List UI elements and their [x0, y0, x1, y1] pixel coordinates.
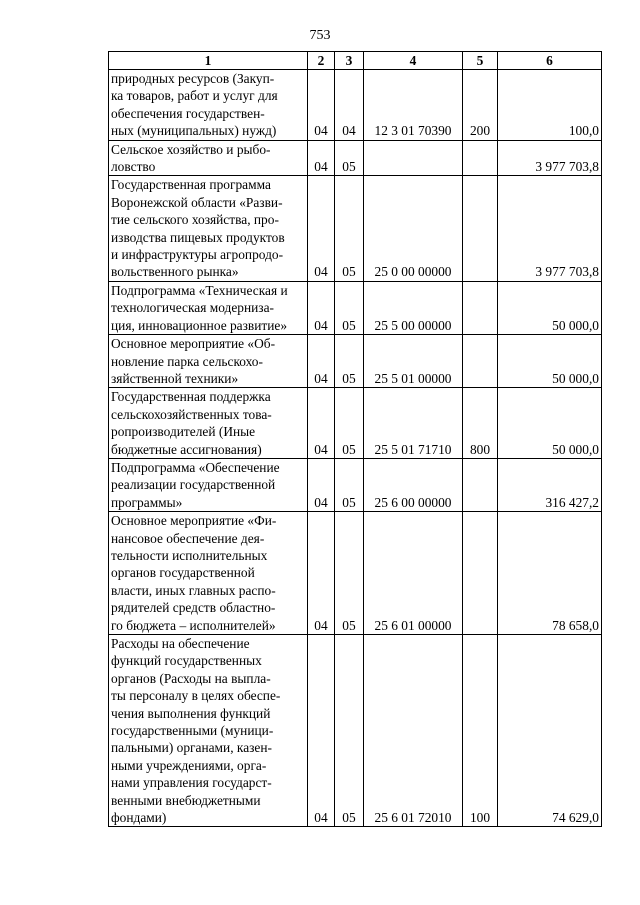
column-header: 3 — [335, 52, 364, 70]
row-amount: 100,0 — [498, 70, 602, 141]
table-row — [109, 458, 602, 511]
row-target-code: 25 5 01 71710 — [364, 388, 463, 459]
row-section: 04 — [308, 70, 335, 141]
row-section: 04 — [308, 635, 335, 827]
row-target-code: 25 0 00 00000 — [364, 176, 463, 281]
table-row — [109, 388, 602, 459]
column-header: 4 — [364, 52, 463, 70]
row-name: Государственная программа Воронежской области «Разви- тие сельского хозяйства, про- изводства пищевых продуктов и инфраструктуры агропродо- вольственного рынка» — [109, 176, 308, 281]
row-name: Расходы на обеспечение функций государственных органов (Расходы на выпла- ты персоналу в целях обеспе- чения выполнения функций государственными (муници- пальными) органами, казен- ными учреждениями, орга- нами управления государст- венными внебюджетными фондами) — [109, 635, 308, 827]
row-section: 04 — [308, 176, 335, 281]
row-amount: 50 000,0 — [498, 335, 602, 388]
column-header: 5 — [463, 52, 498, 70]
table-row — [109, 176, 602, 281]
row-amount: 78 658,0 — [498, 512, 602, 635]
table-row — [109, 635, 602, 827]
row-subsection: 05 — [335, 176, 364, 281]
table-row — [109, 512, 602, 635]
row-amount: 3 977 703,8 — [498, 140, 602, 176]
row-name: Сельское хозяйство и рыбо- ловство — [109, 140, 308, 176]
row-target-code: 12 3 01 70390 — [364, 70, 463, 141]
row-expense-type — [463, 335, 498, 388]
row-amount: 50 000,0 — [498, 281, 602, 334]
row-subsection: 05 — [335, 458, 364, 511]
row-target-code — [364, 140, 463, 176]
table-row — [109, 70, 602, 141]
row-subsection: 05 — [335, 512, 364, 635]
column-header: 6 — [498, 52, 602, 70]
row-target-code: 25 5 01 00000 — [364, 335, 463, 388]
row-expense-type — [463, 512, 498, 635]
row-section: 04 — [308, 140, 335, 176]
row-section: 04 — [308, 388, 335, 459]
table-row — [109, 281, 602, 334]
row-section: 04 — [308, 458, 335, 511]
row-target-code: 25 6 00 00000 — [364, 458, 463, 511]
table-row — [109, 335, 602, 388]
row-expense-type — [463, 281, 498, 334]
row-name: Основное мероприятие «Фи- нансовое обеспечение дея- тельности исполнительных органов государственной власти, иных главных распо- рядителей средств областно- го бюджета – исполнителей» — [109, 512, 308, 635]
row-subsection: 04 — [335, 70, 364, 141]
row-section: 04 — [308, 281, 335, 334]
row-section: 04 — [308, 335, 335, 388]
row-target-code: 25 6 01 72010 — [364, 635, 463, 827]
row-amount: 316 427,2 — [498, 458, 602, 511]
row-subsection: 05 — [335, 140, 364, 176]
row-amount: 50 000,0 — [498, 388, 602, 459]
row-name: Подпрограмма «Обеспечение реализации государственной программы» — [109, 458, 308, 511]
row-amount: 3 977 703,8 — [498, 176, 602, 281]
row-name: Основное мероприятие «Об- новление парка сельскохо- зяйственной техники» — [109, 335, 308, 388]
row-expense-type — [463, 176, 498, 281]
row-target-code: 25 6 01 00000 — [364, 512, 463, 635]
row-name: природных ресурсов (Закуп- ка товаров, работ и услуг для обеспечения государствен- ных (муниципальных) нужд) — [109, 70, 308, 141]
table-header-row — [109, 52, 602, 70]
row-name: Подпрограмма «Техническая и технологическая модерниза- ция, инновационное развитие» — [109, 281, 308, 334]
row-expense-type — [463, 458, 498, 511]
row-target-code: 25 5 00 00000 — [364, 281, 463, 334]
budget-table — [108, 51, 602, 827]
row-subsection: 05 — [335, 388, 364, 459]
column-header: 1 — [109, 52, 308, 70]
row-subsection: 05 — [335, 281, 364, 334]
row-section: 04 — [308, 512, 335, 635]
row-subsection: 05 — [335, 635, 364, 827]
row-expense-type: 800 — [463, 388, 498, 459]
page-number: 753 — [309, 28, 331, 43]
row-amount: 74 629,0 — [498, 635, 602, 827]
row-subsection: 05 — [335, 335, 364, 388]
column-header: 2 — [308, 52, 335, 70]
row-expense-type: 100 — [463, 635, 498, 827]
row-expense-type — [463, 140, 498, 176]
table-row — [109, 140, 602, 176]
row-expense-type: 200 — [463, 70, 498, 141]
row-name: Государственная поддержка сельскохозяйственных това- ропроизводителей (Иные бюджетные ассигнования) — [109, 388, 308, 459]
